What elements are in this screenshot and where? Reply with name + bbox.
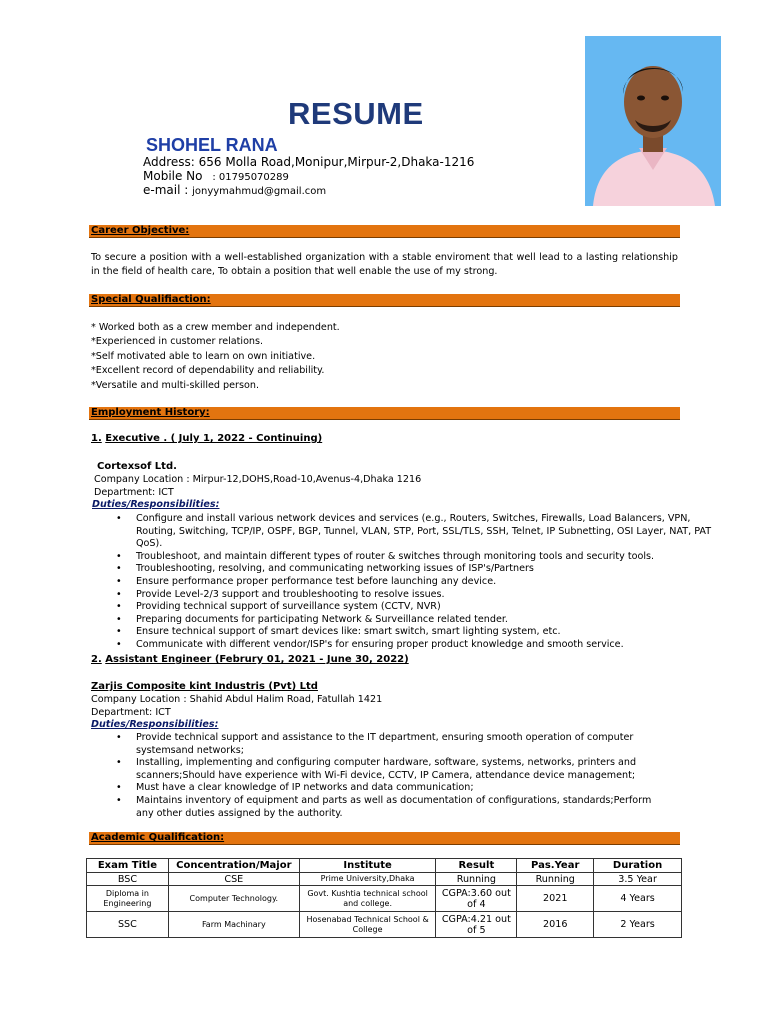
table-row [87,886,682,912]
section-special-qualification [89,294,680,307]
section-career-objective [89,225,680,238]
academic-table [86,858,682,938]
section-academic-qualification [89,832,680,845]
job-title: Executive . ( July 1, 2022 - Continuing) [105,433,323,444]
table-cell: Govt. Kushtia technical school and college. [299,886,436,912]
section-title: Special Qualifiaction: [91,294,211,305]
table-cell: 4 Years [594,886,682,912]
candidate-name: SHOHEL RANA [146,135,278,155]
list-item: • Configure and install various network devices and services (e.g., Routers, Switches, Firewalls, Load Balancers, VPN, Routing, Switching, TCP/IP, OSPF, BGP, Tunnel, VLAN, STP, Port, SSL/TLS, SSH, Telnet, IP Subnetting, OSI Layer, NAT, PAT QoS). [111,513,726,551]
job-2-company: Zarjis Composite kint Industris (Pvt) Ltd [91,681,318,692]
mobile-value: : 01795070289 [212,172,289,183]
column-header: Institute [299,859,436,873]
job-number: 1. [91,433,102,444]
list-item: • Ensure technical support of smart devices like: smart switch, smart lighting system, etc. [111,626,726,639]
list-item: * Worked both as a crew member and independent. [91,322,340,333]
table-cell: SSC [87,912,169,938]
table-header-row [87,859,682,873]
section-title: Academic Qualification: [91,832,225,843]
job-1-duties-label: Duties/Responsibilities: [92,499,220,510]
job-1-heading [91,433,322,444]
column-header: Result [436,859,517,873]
email-value: jonyymahmud@gmail.com [192,186,327,197]
email-label: e-mail : [143,183,189,197]
address: Address: 656 Molla Road,Monipur,Mirpur-2,Dhaka-1216 [143,155,475,169]
resume-title: RESUME [288,96,424,131]
mobile-line [143,169,289,183]
job-1-duties-list [111,513,726,652]
table-cell: 3.5 Year [594,873,682,886]
table-cell: CGPA:3.60 out of 4 [436,886,517,912]
email-line [143,183,326,197]
table-cell: CGPA:4.21 out of 5 [436,912,517,938]
table-cell: 2 Years [594,912,682,938]
column-header: Concentration/Major [168,859,299,873]
table-cell: BSC [87,873,169,886]
list-item: • Troubleshoot, and maintain different types of router & switches through monitoring tools and security tools. [111,551,726,564]
person-portrait-icon [585,36,721,206]
table-cell: Computer Technology. [168,886,299,912]
list-item: *Versatile and multi-skilled person. [91,379,259,391]
mobile-label: Mobile No [143,169,203,183]
section-title: Employment History: [91,407,210,418]
job-title: Assistant Engineer (Februry 01, 2021 - June 30, 2022) [105,654,409,665]
table-cell: Hosenabad Technical School & College [299,912,436,938]
table-cell: CSE [168,873,299,886]
list-item: *Experienced in customer relations. [91,336,264,348]
table-cell: 2016 [517,912,594,938]
table-row [87,912,682,938]
list-item: • Ensure performance proper performance test before launching any device. [111,576,726,589]
job-2-duties-label: Duties/Responsibilities: [91,719,219,730]
job-1-company: Cortexsof Ltd. [97,461,177,472]
list-item: • Installing, implementing and configuring computer hardware, software, systems, networks, printers and scanners;Should have experience with Wi-Fi device, CCTV, IP Camera, attendance device management; [111,757,671,782]
list-item: • Providing technical support of surveillance system (CCTV, NVR) [111,601,726,614]
job-1-location: Company Location : Mirpur-12,DOHS,Road-10,Avenus-4,Dhaka 1216 [94,474,422,485]
list-item: • Preparing documents for participating Network & Surveillance related tender. [111,614,726,627]
section-employment-history [89,407,680,420]
section-title: Career Objective: [91,225,190,236]
list-item: • Must have a clear knowledge of IP networks and data communication; [111,782,671,795]
list-item: *Self motivated able to learn on own initiative. [91,350,316,362]
profile-photo [585,36,721,206]
list-item: • Communicate with different vendor/ISP's for ensuring proper product knowledge and smooth service. [111,639,726,652]
qualification-list [91,321,340,393]
column-header: Duration [594,859,682,873]
list-item: • Provide Level-2/3 support and troubleshooting to resolve issues. [111,589,726,602]
table-cell: Prime University,Dhaka [299,873,436,886]
job-2-duties-list [111,732,671,820]
table-cell: Farm Machinary [168,912,299,938]
job-1-department: Department: ICT [94,487,174,498]
list-item: • Provide technical support and assistance to the IT department, ensuring smooth operation of computer systemsand networks; [111,732,671,757]
job-2-department: Department: ICT [91,707,171,718]
table-cell: Running [517,873,594,886]
column-header: Pas.Year [517,859,594,873]
list-item: *Excellent record of dependability and reliability. [91,365,325,377]
list-item: • Maintains inventory of equipment and parts as well as documentation of configurations, standards;Perform any other duties assigned by the authority. [111,795,671,820]
job-2-location: Company Location : Shahid Abdul Halim Road, Fatullah 1421 [91,694,383,705]
column-header: Exam Title [87,859,169,873]
table-cell: Running [436,873,517,886]
list-item: • Troubleshooting, resolving, and communicating networking issues of ISP's/Partners [111,563,726,576]
table-cell: 2021 [517,886,594,912]
table-row [87,873,682,886]
job-2-heading [91,654,409,665]
job-number: 2. [91,654,102,665]
career-objective-text: To secure a position with a well-established organization with a stable enviroment that well lead to a lasting relationship in the field of health care, To obtain a position that well enable the use of my strong. [91,252,678,277]
table-cell: Diploma in Engineering [87,886,169,912]
